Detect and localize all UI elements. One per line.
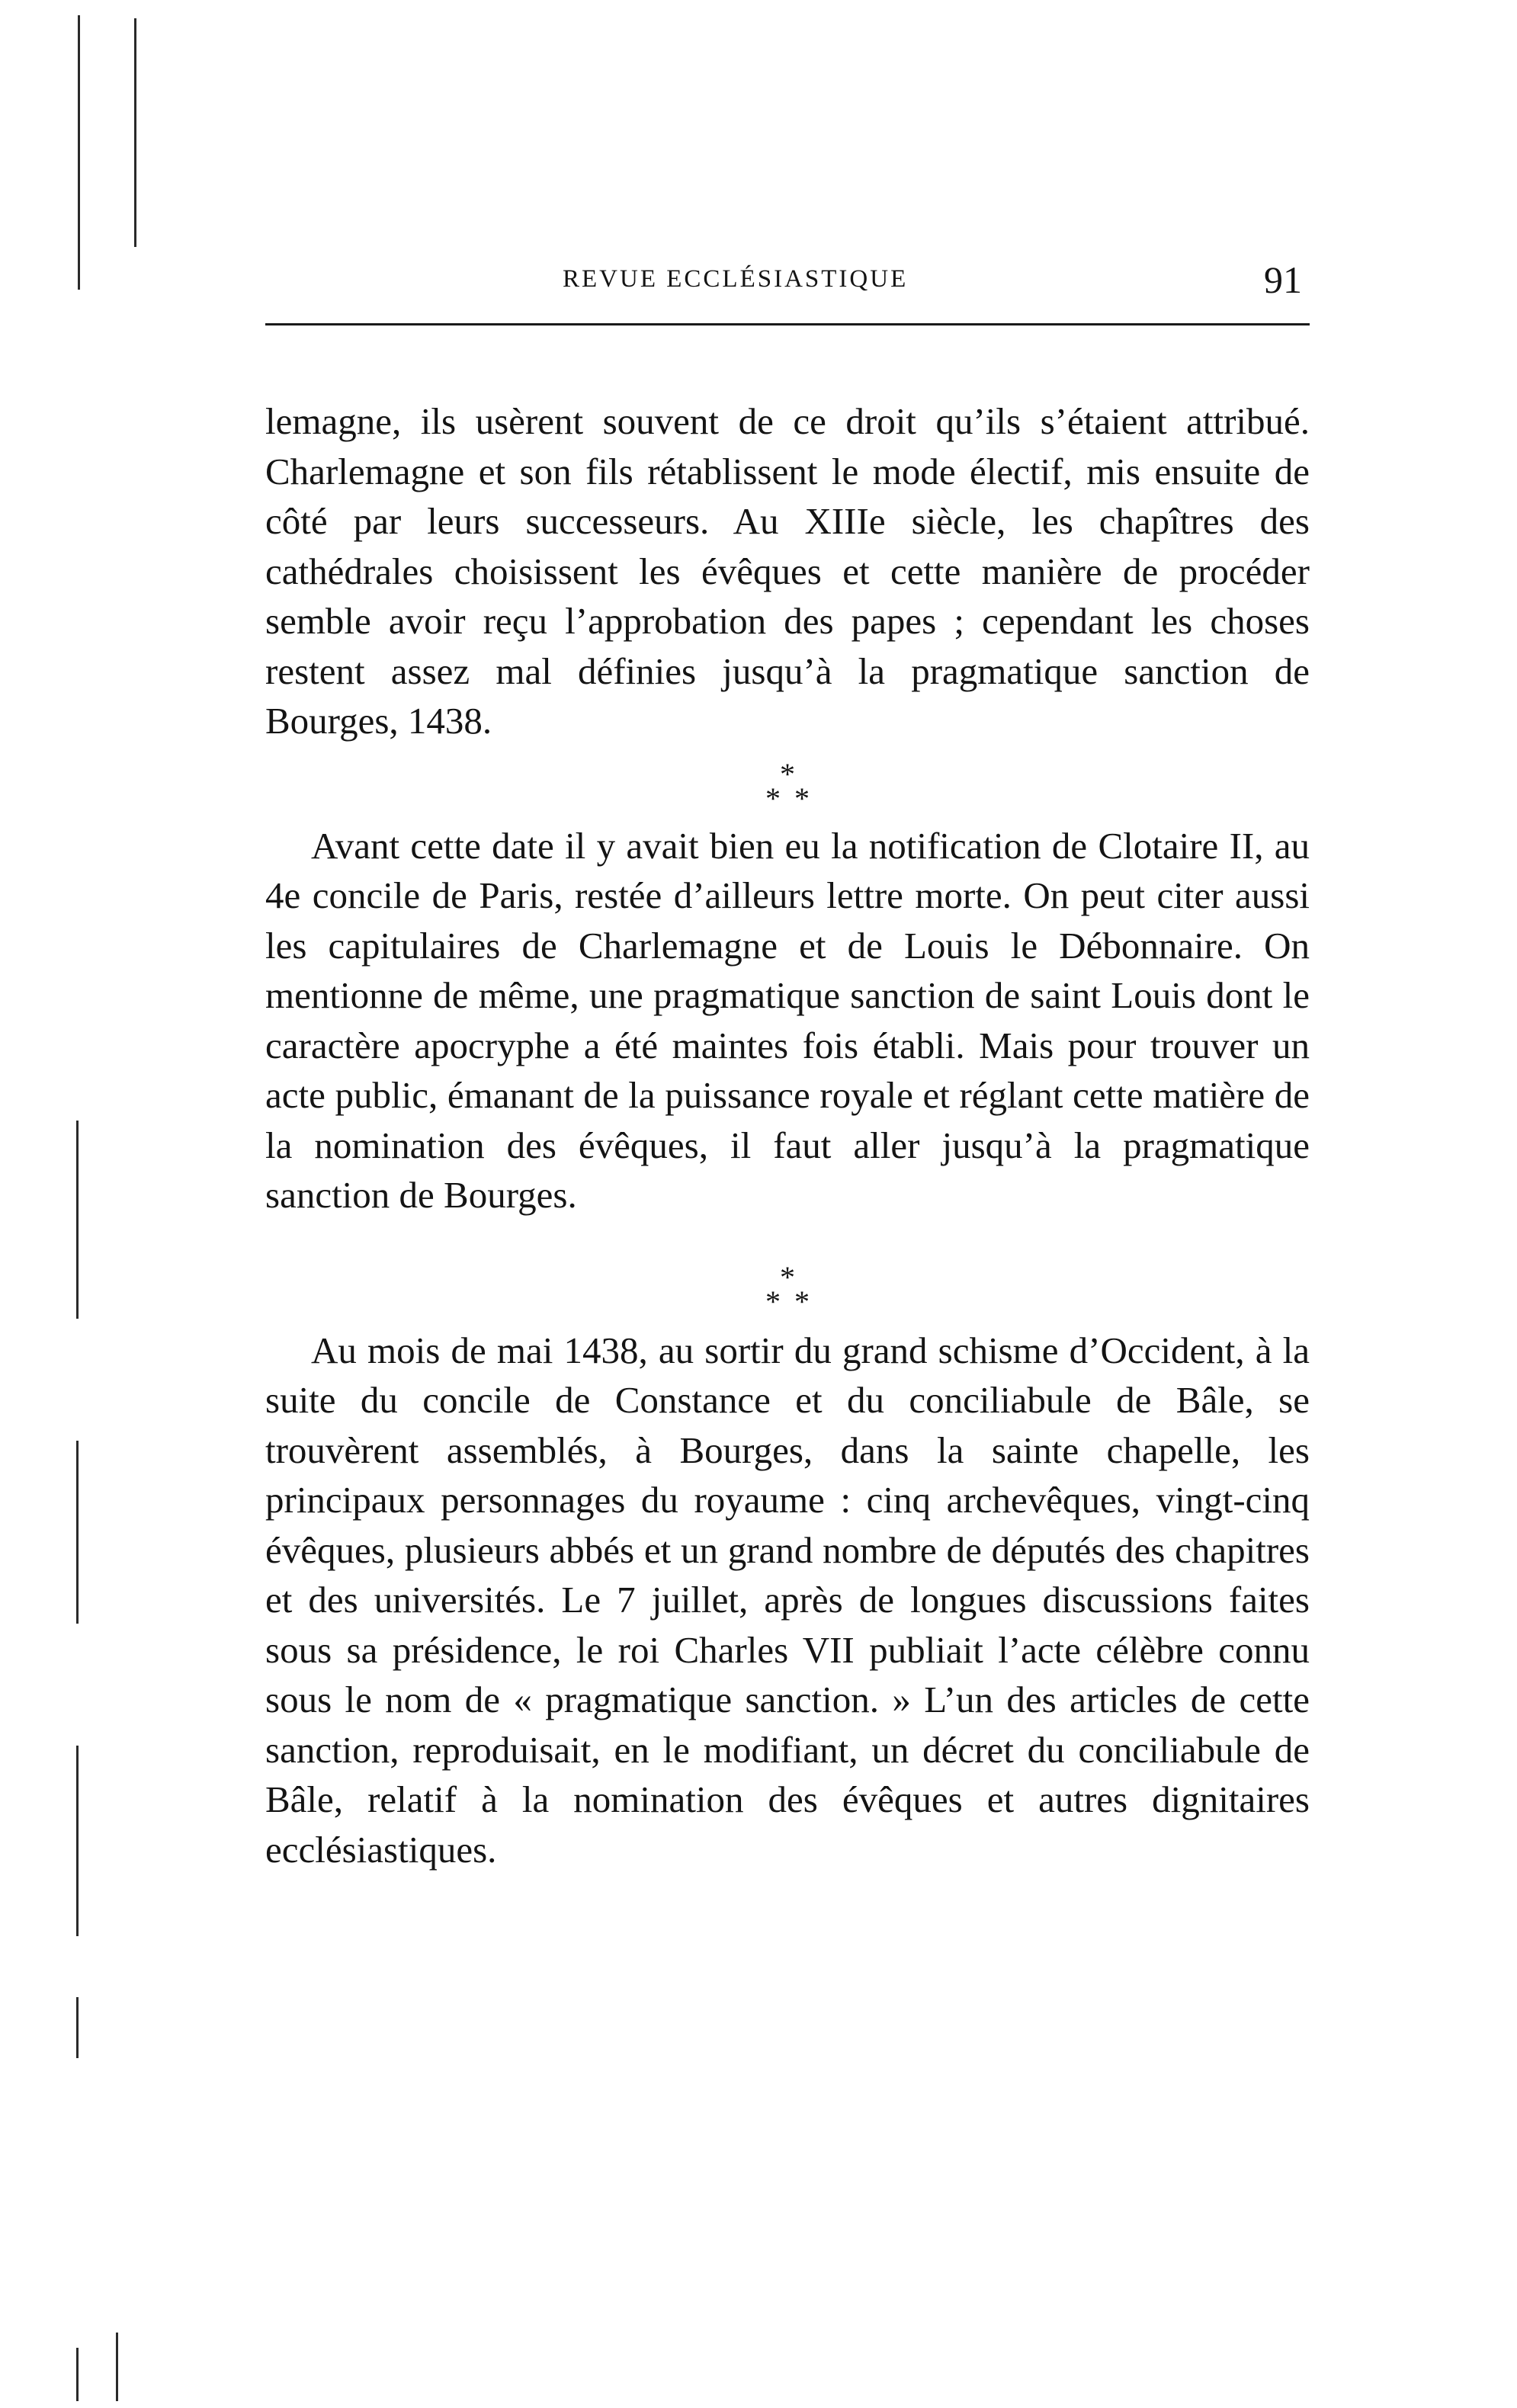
asterism-top-star: * [780,756,795,791]
paragraph-continuation: lemagne, ils usèrent souvent de ce droit qu’ils s’étaient attribué. Charlemagne et son fils rétablissent le mode électif, mis ensuite de côté par leurs successeurs. Au XIIIe siècle, les chapîtres des cathédrales choisissent les évêques et cette manière de procéder semble avoir reçu l’approbation des papes ; cependant les choses restent assez mal définies jusqu’à la pragmatique sanction de Bourges, 1438. [265,400,1310,742]
page-number: 91 [1264,258,1302,301]
paragraph-avant-cette-date: Avant cette date il y avait bien eu la notification de Clotaire II, au 4e concile de Paris, restée d’ailleurs lettre morte. On peut citer aussi les capitulaires de Charlemagne et de Louis le Débonnaire. On mentionne de même, une pragmatique sanction de saint Louis dont le caractère apocryphe a été maintes fois établi. Mais pour trouver un acte public, émanant de la puissance royale et réglant cette matière de la nomination des évêques, il faut aller jusqu’à la pragmatique sanction de Bourges. [265,824,1310,1216]
left-margin-scan-marks [67,0,159,2408]
asterism-separator [265,1220,1310,1326]
running-header [265,252,1310,313]
asterism-top-star: * [780,1259,795,1294]
header-rule [265,323,1310,325]
journal-title: REVUE ECCLÉSIASTIQUE [563,265,909,293]
asterism-separator [265,746,1310,821]
article-body [265,396,1310,1874]
paragraph-au-mois-de-mai: Au mois de mai 1438, au sortir du grand schisme d’Occident, à la suite du concile de Constance et du conciliabule de Bâle, se trouvèrent assemblés, à Bourges, dans la sainte chapelle, les principaux personnages du royaume : cinq archevêques, vingt-cinq évêques, plusieurs abbés et un grand nombre de députés des chapitres et des universités. Le 7 juillet, après de longues discussions faites sous sa présidence, le roi Charles VII publiait l’acte célèbre connu sous le nom de « pragmatique sanction. » L’un des articles de cette sanction, reproduisait, en le modifiant, un décret du conciliabule de Bâle, relatif à la nomination des évêques et autres dignitaires ecclésiastiques. [265,1329,1310,1871]
asterism-bottom-stars: ** [765,781,823,816]
asterism-bottom-stars: ** [765,1284,823,1319]
